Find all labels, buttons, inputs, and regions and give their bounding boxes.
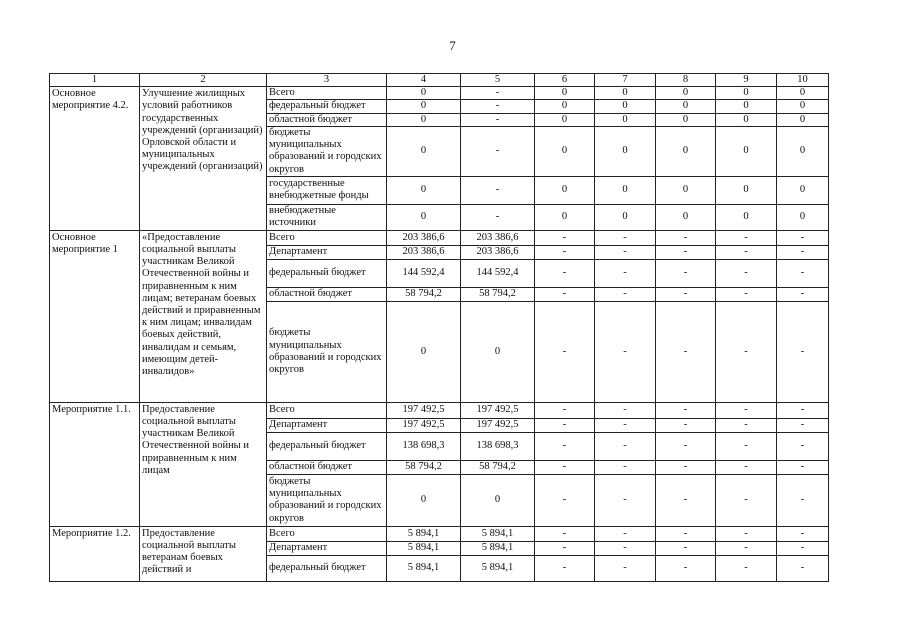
table-row [50, 402, 829, 418]
value-cell-7: - [595, 541, 656, 555]
value-cell-5: 58 794,2 [461, 287, 535, 301]
value-cell-7: 0 [595, 113, 656, 126]
value-cell-7: - [595, 259, 656, 287]
value-cell-5: 0 [461, 301, 535, 402]
value-cell-6: - [535, 287, 595, 301]
value-cell-8: - [656, 432, 716, 460]
value-cell-9: 0 [716, 204, 777, 230]
value-cell-6: 0 [535, 87, 595, 100]
value-cell-6: 0 [535, 204, 595, 230]
value-cell-7: - [595, 418, 656, 432]
value-cell-4: 138 698,3 [387, 432, 461, 460]
funding-source-cell: областной бюджет [267, 287, 387, 301]
value-cell-4: 58 794,2 [387, 460, 461, 474]
value-cell-10: 0 [777, 87, 829, 100]
header-cell-10: 10 [777, 74, 829, 87]
value-cell-5: - [461, 126, 535, 176]
value-cell-6: - [535, 402, 595, 418]
value-cell-10: - [777, 245, 829, 259]
table-row [50, 87, 829, 100]
value-cell-8: - [656, 245, 716, 259]
value-cell-10: 0 [777, 100, 829, 113]
value-cell-5: 5 894,1 [461, 555, 535, 581]
value-cell-9: - [716, 474, 777, 526]
value-cell-5: 58 794,2 [461, 460, 535, 474]
value-cell-9: - [716, 230, 777, 245]
header-cell-5: 5 [461, 74, 535, 87]
value-cell-10: - [777, 230, 829, 245]
funding-source-cell: Всего [267, 230, 387, 245]
value-cell-10: - [777, 555, 829, 581]
value-cell-7: - [595, 526, 656, 541]
value-cell-4: 5 894,1 [387, 541, 461, 555]
funding-source-cell: Департамент [267, 418, 387, 432]
activity-name-cell: Улучшение жилищных условий работников государственных учреждений (организаций) Орловской области и муниципальных учреждений (организаций) [140, 87, 267, 231]
funding-source-cell: федеральный бюджет [267, 100, 387, 113]
value-cell-4: 0 [387, 176, 461, 204]
value-cell-8: - [656, 526, 716, 541]
value-cell-7: - [595, 245, 656, 259]
value-cell-10: 0 [777, 204, 829, 230]
value-cell-7: 0 [595, 204, 656, 230]
value-cell-6: 0 [535, 126, 595, 176]
value-cell-6: 0 [535, 176, 595, 204]
value-cell-6: - [535, 259, 595, 287]
header-cell-7: 7 [595, 74, 656, 87]
value-cell-9: - [716, 541, 777, 555]
value-cell-5: 203 386,6 [461, 230, 535, 245]
value-cell-7: - [595, 432, 656, 460]
table-row [50, 230, 829, 245]
value-cell-9: - [716, 432, 777, 460]
value-cell-9: 0 [716, 113, 777, 126]
value-cell-7: - [595, 555, 656, 581]
value-cell-8: 0 [656, 87, 716, 100]
value-cell-6: - [535, 526, 595, 541]
funding-source-cell: Департамент [267, 541, 387, 555]
value-cell-4: 0 [387, 87, 461, 100]
value-cell-6: - [535, 418, 595, 432]
value-cell-8: - [656, 541, 716, 555]
activity-code-cell: Основное мероприятие 1 [50, 230, 140, 402]
funding-source-cell: федеральный бюджет [267, 555, 387, 581]
value-cell-5: - [461, 87, 535, 100]
value-cell-4: 203 386,6 [387, 230, 461, 245]
value-cell-10: - [777, 287, 829, 301]
header-cell-3: 3 [267, 74, 387, 87]
value-cell-4: 0 [387, 204, 461, 230]
value-cell-9: - [716, 301, 777, 402]
activity-code-cell: Мероприятие 1.1. [50, 402, 140, 526]
activity-name-cell: «Предоставление социальной выплаты участникам Великой Отечественной войны и приравненным к ним лицам; ветеранам боевых действий и приравненным к ним лицам; инвалидам боевых действий, инвалидам и семьям, имеющим детей-инвалидов» [140, 230, 267, 402]
header-cell-1: 1 [50, 74, 140, 87]
value-cell-5: - [461, 176, 535, 204]
value-cell-5: - [461, 204, 535, 230]
funding-source-cell: внебюджетные источники [267, 204, 387, 230]
value-cell-6: 0 [535, 113, 595, 126]
value-cell-8: 0 [656, 113, 716, 126]
value-cell-5: 5 894,1 [461, 541, 535, 555]
value-cell-8: - [656, 287, 716, 301]
value-cell-8: - [656, 418, 716, 432]
value-cell-7: 0 [595, 176, 656, 204]
value-cell-10: - [777, 432, 829, 460]
value-cell-4: 0 [387, 113, 461, 126]
funding-source-cell: бюджеты муниципальных образований и городских округов [267, 301, 387, 402]
value-cell-7: - [595, 230, 656, 245]
value-cell-7: - [595, 301, 656, 402]
value-cell-8: 0 [656, 126, 716, 176]
value-cell-6: - [535, 432, 595, 460]
value-cell-6: - [535, 230, 595, 245]
activity-code-cell: Основное мероприятие 4.2. [50, 87, 140, 231]
value-cell-5: 197 492,5 [461, 402, 535, 418]
funding-source-cell: Департамент [267, 245, 387, 259]
value-cell-5: 5 894,1 [461, 526, 535, 541]
funding-source-cell: областной бюджет [267, 113, 387, 126]
value-cell-9: - [716, 418, 777, 432]
page-number: 7 [449, 38, 456, 53]
value-cell-4: 203 386,6 [387, 245, 461, 259]
value-cell-7: - [595, 460, 656, 474]
value-cell-6: - [535, 555, 595, 581]
funding-source-cell: федеральный бюджет [267, 432, 387, 460]
value-cell-4: 0 [387, 126, 461, 176]
value-cell-7: - [595, 474, 656, 526]
value-cell-10: - [777, 460, 829, 474]
value-cell-6: 0 [535, 100, 595, 113]
value-cell-8: - [656, 460, 716, 474]
value-cell-9: 0 [716, 176, 777, 204]
header-cell-6: 6 [535, 74, 595, 87]
value-cell-9: 0 [716, 87, 777, 100]
value-cell-8: - [656, 301, 716, 402]
value-cell-10: - [777, 259, 829, 287]
funding-source-cell: Всего [267, 87, 387, 100]
value-cell-9: - [716, 526, 777, 541]
value-cell-4: 144 592,4 [387, 259, 461, 287]
value-cell-4: 0 [387, 474, 461, 526]
header-cell-9: 9 [716, 74, 777, 87]
value-cell-10: - [777, 418, 829, 432]
value-cell-10: - [777, 301, 829, 402]
value-cell-8: - [656, 555, 716, 581]
value-cell-7: 0 [595, 126, 656, 176]
value-cell-4: 0 [387, 301, 461, 402]
funding-source-cell: бюджеты муниципальных образований и городских округов [267, 474, 387, 526]
value-cell-10: - [777, 541, 829, 555]
funding-source-cell: бюджеты муниципальных образований и городских округов [267, 126, 387, 176]
value-cell-5: 0 [461, 474, 535, 526]
value-cell-7: - [595, 402, 656, 418]
value-cell-9: - [716, 555, 777, 581]
header-cell-4: 4 [387, 74, 461, 87]
funding-source-cell: федеральный бюджет [267, 259, 387, 287]
value-cell-10: 0 [777, 113, 829, 126]
value-cell-6: - [535, 460, 595, 474]
value-cell-8: 0 [656, 100, 716, 113]
value-cell-9: - [716, 259, 777, 287]
value-cell-8: - [656, 259, 716, 287]
value-cell-6: - [535, 245, 595, 259]
activity-name-cell: Предоставление социальной выплаты участникам Великой Отечественной войны и приравненным к ним лицам [140, 402, 267, 526]
value-cell-7: - [595, 287, 656, 301]
value-cell-10: - [777, 402, 829, 418]
funding-source-cell: Всего [267, 402, 387, 418]
value-cell-9: - [716, 287, 777, 301]
value-cell-5: - [461, 113, 535, 126]
value-cell-10: - [777, 474, 829, 526]
value-cell-7: 0 [595, 87, 656, 100]
value-cell-6: - [535, 474, 595, 526]
activity-code-cell: Мероприятие 1.2. [50, 526, 140, 581]
activity-name-cell: Предоставление социальной выплаты ветеранам боевых действий и [140, 526, 267, 581]
value-cell-8: 0 [656, 176, 716, 204]
value-cell-8: - [656, 230, 716, 245]
budget-table [49, 73, 829, 582]
value-cell-4: 5 894,1 [387, 526, 461, 541]
table-row [50, 526, 829, 541]
value-cell-4: 0 [387, 100, 461, 113]
value-cell-6: - [535, 541, 595, 555]
value-cell-8: 0 [656, 204, 716, 230]
value-cell-6: - [535, 301, 595, 402]
value-cell-4: 58 794,2 [387, 287, 461, 301]
funding-source-cell: государственные внебюджетные фонды [267, 176, 387, 204]
value-cell-10: 0 [777, 126, 829, 176]
funding-source-cell: Всего [267, 526, 387, 541]
value-cell-9: - [716, 402, 777, 418]
header-cell-2: 2 [140, 74, 267, 87]
value-cell-10: - [777, 526, 829, 541]
value-cell-4: 197 492,5 [387, 418, 461, 432]
value-cell-5: 203 386,6 [461, 245, 535, 259]
value-cell-5: - [461, 100, 535, 113]
value-cell-9: - [716, 460, 777, 474]
value-cell-8: - [656, 474, 716, 526]
value-cell-10: 0 [777, 176, 829, 204]
value-cell-9: - [716, 245, 777, 259]
value-cell-4: 197 492,5 [387, 402, 461, 418]
value-cell-5: 138 698,3 [461, 432, 535, 460]
header-row [50, 74, 829, 87]
header-cell-8: 8 [656, 74, 716, 87]
value-cell-5: 197 492,5 [461, 418, 535, 432]
value-cell-8: - [656, 402, 716, 418]
value-cell-9: 0 [716, 100, 777, 113]
value-cell-5: 144 592,4 [461, 259, 535, 287]
funding-source-cell: областной бюджет [267, 460, 387, 474]
value-cell-9: 0 [716, 126, 777, 176]
value-cell-4: 5 894,1 [387, 555, 461, 581]
value-cell-7: 0 [595, 100, 656, 113]
